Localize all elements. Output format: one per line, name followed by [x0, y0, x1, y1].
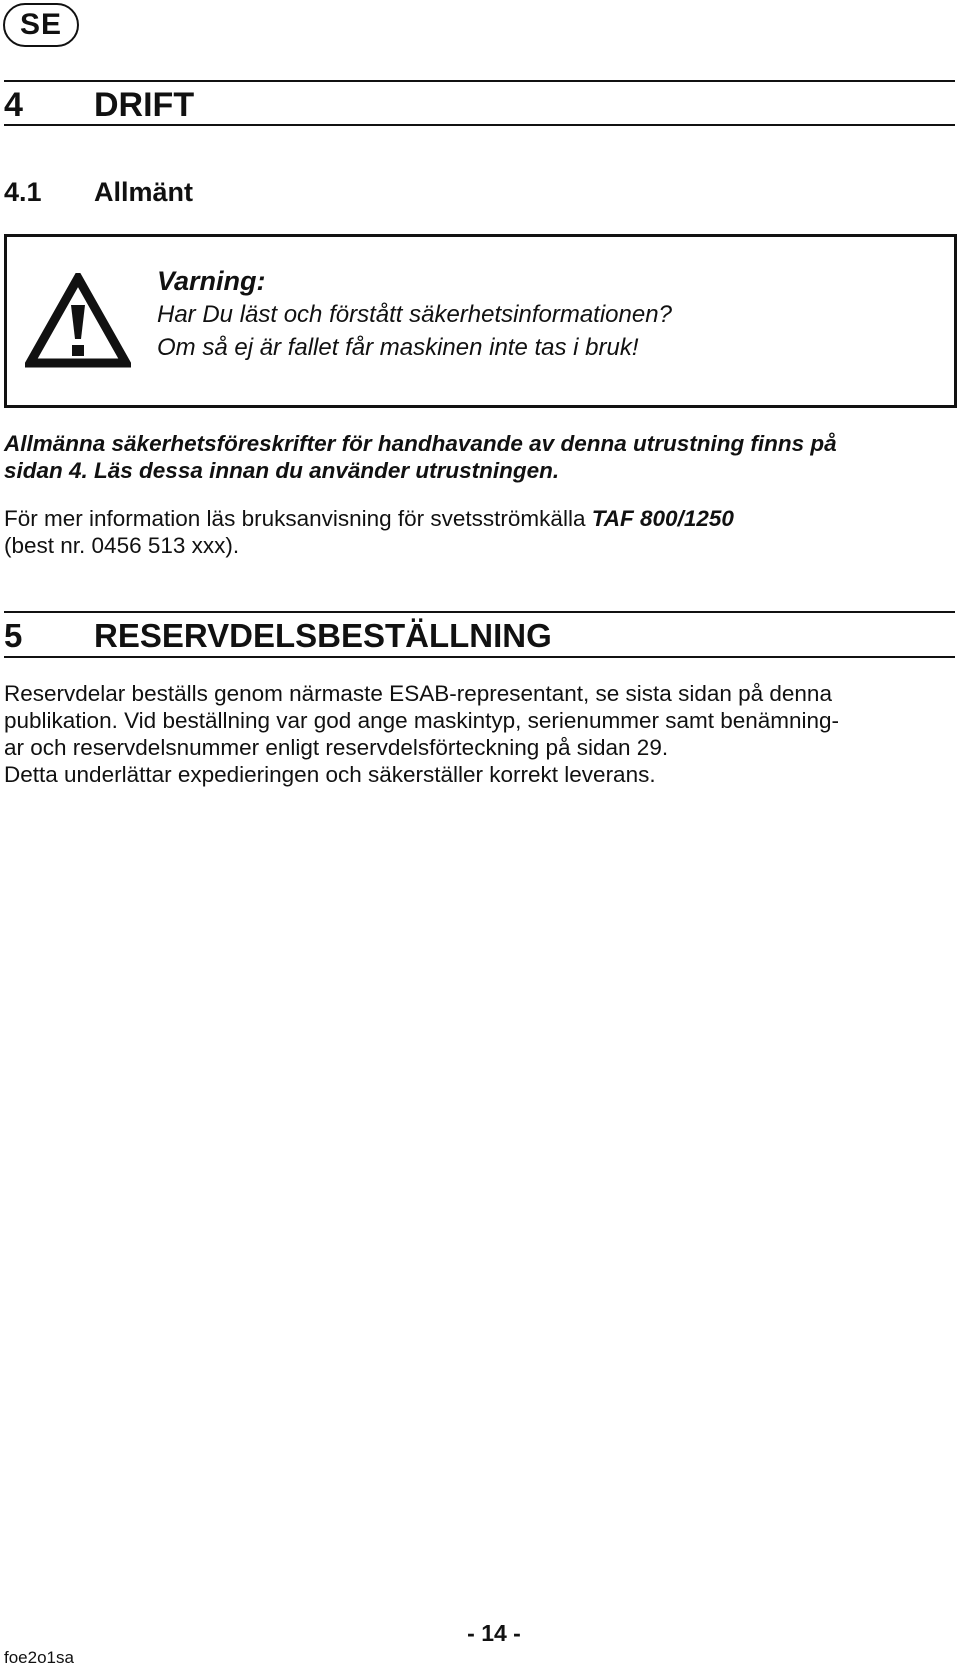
warning-line-1: Har Du läst och förstått säkerhetsinformationen?: [157, 301, 672, 328]
section-5-body: [4, 680, 954, 788]
info-line-2: (best nr. 0456 513 xxx).: [4, 533, 240, 558]
body-line: Reservdelar beställs genom närmaste ESAB-representant, se sista sidan på denna: [4, 681, 832, 706]
section-title: DRIFT: [94, 86, 195, 124]
section-4-heading: [4, 86, 194, 124]
info-text: För mer information läs bruksanvisning för svetsströmkälla: [4, 506, 592, 531]
warning-triangle-icon: [25, 273, 131, 369]
section-5-top-rule: [4, 611, 955, 613]
section-number: 4: [4, 86, 23, 124]
section-4-top-rule: [4, 80, 955, 82]
warning-title: Varning:: [157, 266, 266, 296]
body-line: ar och reservdelsnummer enligt reservdelsförteckning på sidan 29.: [4, 735, 669, 760]
info-paragraph: [4, 505, 954, 559]
warning-box: [4, 234, 957, 408]
document-code: foe2o1sa: [4, 1648, 74, 1667]
section-4-bottom-rule: [4, 124, 955, 126]
info-line-1: [4, 505, 954, 532]
subsection-title: Allmänt: [94, 177, 194, 207]
subsection-4-1-heading: [4, 176, 193, 208]
warning-text: [157, 265, 672, 364]
body-line: publikation. Vid beställning var god ange maskintyp, serienummer samt benämning-: [4, 708, 840, 733]
safety-note-line-1: Allmänna säkerhetsföreskrifter för handhavande av denna utrustning finns på: [4, 431, 837, 456]
section-5-bottom-rule: [4, 656, 955, 658]
section-title: RESERVDELSBESTÄLLNING: [94, 617, 552, 654]
body-line: Detta underlättar expedieringen och säkerställer korrekt leverans.: [4, 762, 656, 787]
warning-line-2: Om så ej är fallet får maskinen inte tas i bruk!: [157, 334, 639, 361]
subsection-number: 4.1: [4, 177, 42, 207]
product-name: TAF 800/1250: [591, 506, 734, 531]
page-number: - 14 -: [467, 1620, 521, 1646]
section-5-heading: [4, 617, 552, 655]
safety-note: [4, 430, 954, 484]
section-number: 5: [4, 617, 23, 654]
language-badge: SE: [3, 3, 79, 47]
safety-note-line-2: sidan 4. Läs dessa innan du använder utrustningen.: [4, 458, 560, 483]
